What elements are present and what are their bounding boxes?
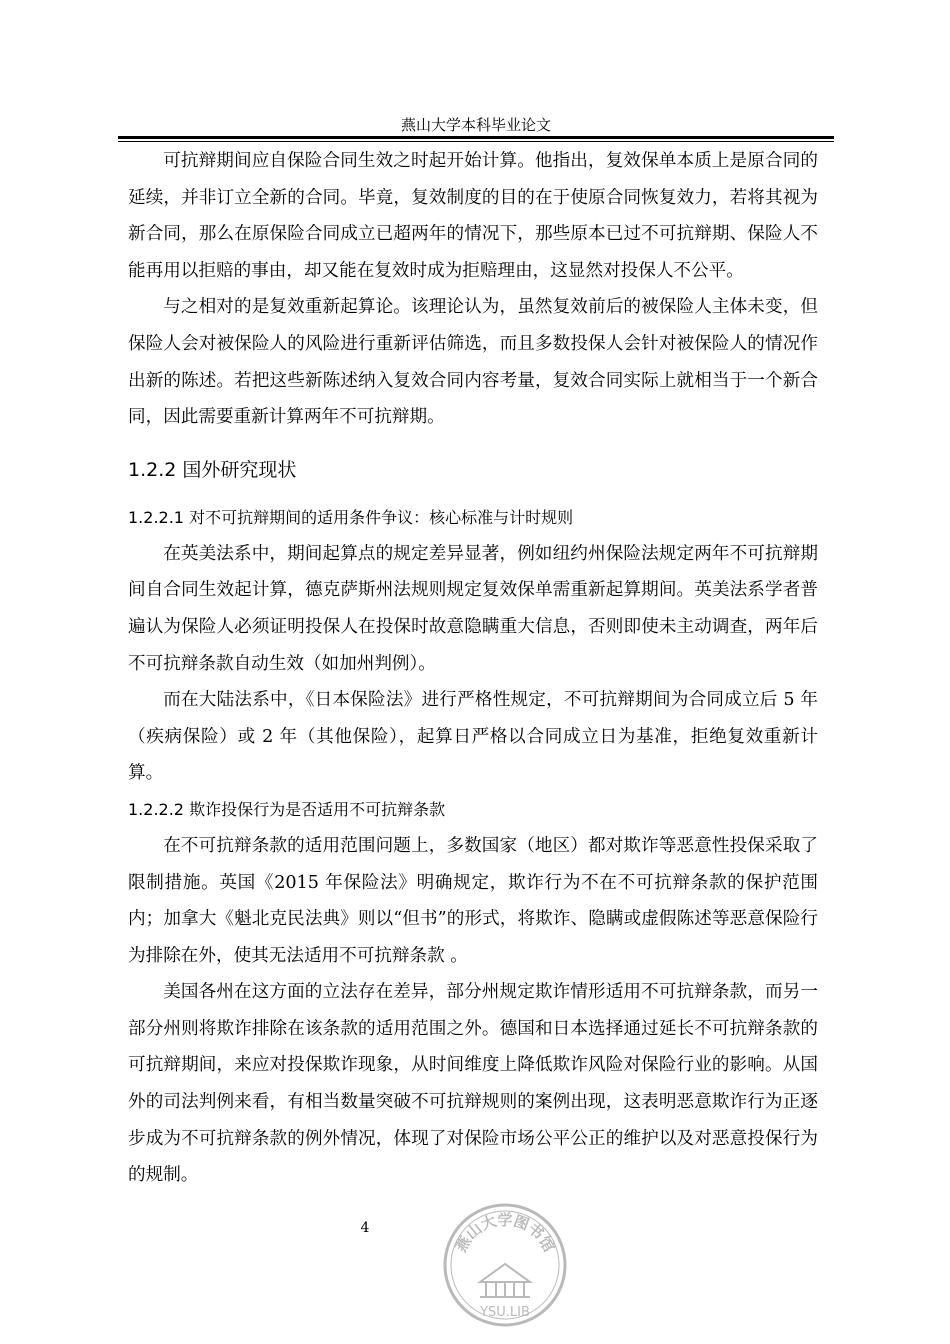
header-rule-thick bbox=[118, 136, 834, 139]
library-stamp-icon bbox=[440, 1200, 570, 1330]
section-heading: 1.2.2 国外研究现状 bbox=[128, 458, 297, 481]
stamp-arc-text: 燕山大学图书馆 bbox=[451, 1211, 559, 1256]
body-paragraph: 在不可抗辩条款的适用范围问题上，多数国家（地区）都对欺诈等恶意性投保采取了限制措施。英国《2015 年保险法》明确规定，欺诈行为不在不可抗辩条款的保护范围内；加拿大《魁北克民法典》则以“但书”的形式，将欺诈、隐瞒或虚假陈述等恶意保险行为排除在外，使其无法适用不可抗辩条款 。 bbox=[128, 835, 818, 966]
body-paragraph: 在英美法系中，期间起算点的规定差异显著，例如纽约州保险法规定两年不可抗辩期间自合同生效起计算，德克萨斯州法规则规定复效保单需重新起算期间。英美法系学者普遍认为保险人必须证明投保人在投保时故意隐瞒重大信息，否则即使未主动调查，两年后不可抗辩条款自动生效（如加州判例）。 bbox=[128, 543, 818, 674]
running-header: 燕山大学本科毕业论文 bbox=[400, 116, 551, 134]
body-paragraph: 而在大陆法系中，《日本保险法》进行严格性规定，不可抗辩期间为合同成立后 5 年（疾病保险）或 2 年（其他保险），起算日严格以合同成立日为基准，拒绝复效重新计算。 bbox=[128, 690, 818, 784]
stamp-bottom-text: YSU.LIB bbox=[480, 1305, 530, 1320]
subsection-heading: 1.2.2.2 欺诈投保行为是否适用不可抗辩条款 bbox=[128, 799, 446, 819]
body-paragraph: 与之相对的是复效重新起算论。该理论认为，虽然复效前后的被保险人主体未变，但保险人会对被保险人的风险进行重新评估筛选，而且多数投保人会针对被保险人的情况作出新的陈述。若把这些新陈述纳入复效合同内容考量，复效合同实际上就相当于一个新合同，因此需要重新计算两年不可抗辩期。 bbox=[128, 297, 818, 428]
page-number: 4 bbox=[360, 1220, 370, 1236]
body-paragraph: 可抗辩期间应自保险合同生效之时起开始计算。他指出，复效保单本质上是原合同的延续，并非订立全新的合同。毕竟，复效制度的目的在于使原合同恢复效力，若将其视为新合同，那么在原保险合同成立已超两年的情况下，那些原本已过不可抗辩期、保险人不能再用以拒赔的事由，却又能在复效时成为拒赔理由，这显然对投保人不公平。 bbox=[128, 151, 818, 281]
body-paragraph: 美国各州在这方面的立法存在差异，部分州规定欺诈情形适用不可抗辩条款，而另一部分州则将欺诈排除在该条款的适用范围之外。德国和日本选择通过延长不可抗辩条款的可抗辩期间，来应对投保欺诈现象，从时间维度上降低欺诈风险对保险行业的影响。从国外的司法判例来看，有相当数量突破不可抗辩规则的案例出现，这表明恶意欺诈行为正逐步成为不可抗辩条款的例外情况，体现了对保险市场公平公正的维护以及对恶意投保行为的规制。 bbox=[128, 982, 818, 1186]
subsection-heading: 1.2.2.1 对不可抗辩期间的适用条件争议：核心标准与计时规则 bbox=[128, 507, 574, 527]
header-rule-thin bbox=[118, 141, 834, 142]
page-body bbox=[128, 143, 818, 1194]
